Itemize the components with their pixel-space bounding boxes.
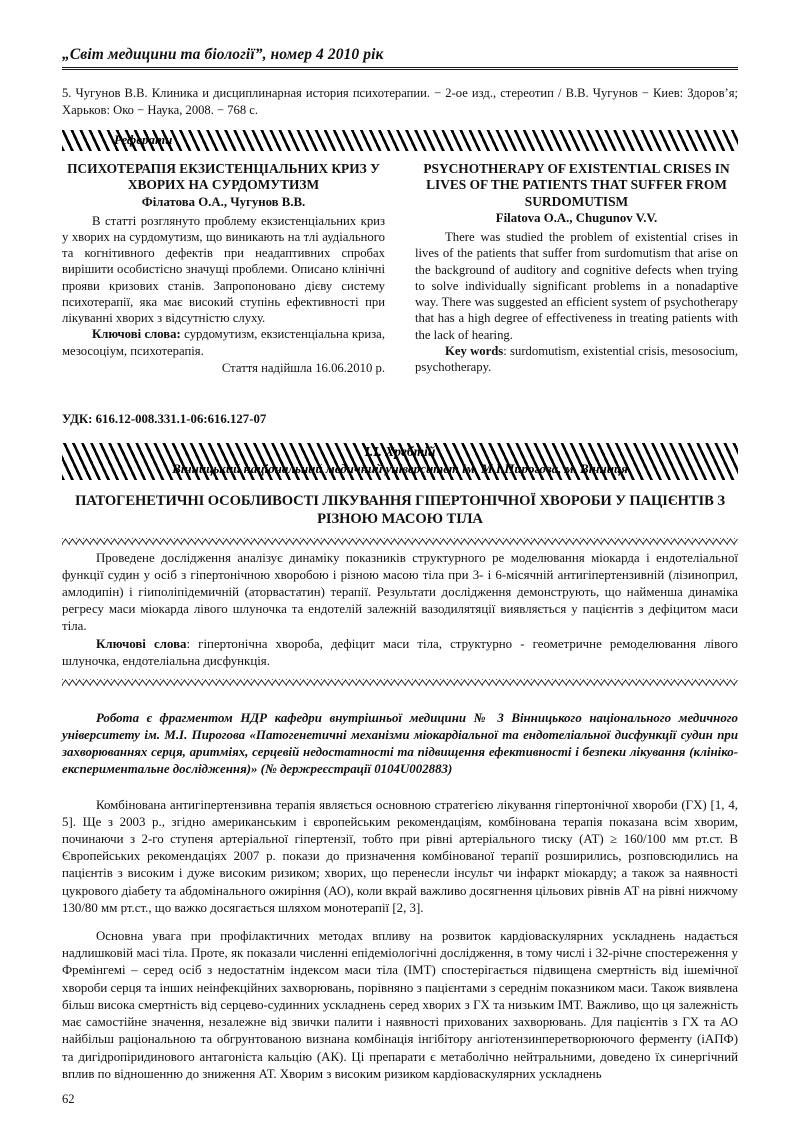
funding-note: Робота є фрагментом НДР кафедри внутрішньої медицини № 3 Вінницького національного медичного університету ім. М.І. Пирогова «Патогенетичні механізми міокардіальної та ендотеліальної дисфункції судин при захворюваннях серця, аритміях, серцевій недостатності та підвищення ефективності і безпеки лікування (клініко-експериментальне дослідження)» (№ держреєстрації 0104U002883) bbox=[62, 710, 738, 777]
article-two-abstract: Проведене дослідження аналізує динаміку показників структурного ре моделювання міокарда і ендотеліальної функції судин у осіб з гіпертонічною хворобою і різною масою тіла при 3- і 6-місячній антигіпертензивній (лізиноприл, амлодипін) і гіиполіпідемичній (аторвастатин) терапії. Результати дослідження демонструють, що найменша динаміка регресу маси міокарда лівого шлуночка та ендотелій залежній вазодилятяції виявляється у пацієнтів з дефіцитом маси тіла. bbox=[62, 550, 738, 634]
keywords-text-en: : surdomutism, existential crisis, mesosocium, psychotherapy. bbox=[415, 343, 738, 375]
article-one-abstracts bbox=[62, 161, 738, 376]
header-rule bbox=[62, 67, 738, 71]
body-paragraph: Комбінована антигіпертензивна терапія являється основною стратегією лікування гіпертонічної хвороби (ГХ) [1, 4, 5]. Ще з 2003 р., згідно американським і європейським рекомендаціям, комбінована терапія показана всім хворим, починаючи з 2-го ступеня артеріальної гіпертензії, тобто при рівні артеріального тиску (АТ) ≥ 160/100 мм рт.ст. В Європейських рекомендаціях 2007 р. покази до призначення комбінованої терапії розширились, розповсюдились на пацієнтів з високим і дуже високим ризиком; хворих, що перенесли інсульт чи інфаркт міокарду; а також за наявності цукрового діабету та абдомінального ожиріння (АО), коли вкрай важливо досягнення цільових рівнів АТ на рівні нижчому 130/80 мм рт.ст., що важко досягається шляхом монотерапії [2, 3]. bbox=[62, 797, 738, 915]
article-two-keywords-label: Ключові слова bbox=[96, 636, 187, 651]
article-two-keywords-text: : гіпертонічна хвороба, дефіцит маси тіла, структурно - геометричне ремоделювання лівого шлуночка, ендотеліальна дисфункція. bbox=[62, 636, 738, 668]
article-one-title-en: PSYCHOTHERAPY OF EXISTENTIAL CRISES IN LIVES OF THE PATIENTS THAT SUFFER FROM SURDOMUTISM bbox=[423, 161, 730, 209]
zigzag-separator-top bbox=[62, 538, 738, 545]
page-content bbox=[62, 0, 738, 1083]
keywords-label-uk: Ключові слова: bbox=[92, 327, 181, 342]
article-two-author-name: І.І. Хребтій bbox=[364, 444, 436, 460]
keywords-label-en: Key words bbox=[445, 343, 504, 358]
article-two-author-affiliation: Вінницький національний медичний університет ім. М.І.Пирогова, м. Вінниця bbox=[172, 461, 628, 477]
article-two-title: ПАТОГЕНЕТИЧНІ ОСОБЛИВОСТІ ЛІКУВАННЯ ГІПЕРТОНІЧНОЇ ХВОРОБИ У ПАЦІЄНТІВ З РІЗНОЮ МАСОЮ ТІЛА bbox=[75, 493, 725, 527]
abstract-column-uk bbox=[62, 161, 385, 376]
rubric-label: Реферати bbox=[114, 132, 173, 148]
rubric-band bbox=[62, 130, 738, 151]
zigzag-separator-bottom bbox=[62, 679, 738, 686]
article-one-keywords-en bbox=[415, 343, 738, 376]
abstract-column-en bbox=[415, 161, 738, 376]
running-head: „Світ медицини та біології”, номер 4 2010 рік bbox=[62, 46, 384, 63]
udc-code: УДК: 616.12-008.331.1-06:616.127-07 bbox=[62, 412, 267, 427]
article-one-received-date: Стаття надійшла 16.06.2010 р. bbox=[221, 360, 385, 375]
keywords-text-uk: сурдомутизм, екзистенціальна криза, мезосоціум, психотерапія. bbox=[62, 327, 385, 358]
article-one-authors-uk: Філатова О.А., Чугунов В.В. bbox=[141, 194, 306, 209]
article-one-abstract-en: There was studied the problem of existential crises in lives of the patients that suffer from surdomutism that arise on the background of auditory and cognitive defects when trying to solve individually significant problems in a nonadaptive way. There was suggested an efficient system of psychotherapy that has a high degree of effectiveness in treating patients with the lack of hearing. bbox=[415, 230, 738, 342]
zigzag-top-icon bbox=[62, 538, 738, 545]
reference-entry: 5. Чугунов В.В. Клиника и дисциплинарная история психотерапии. − 2-ое изд., стереотип / В.В. Чугунов − Киев: Здоров’я; Харьков: Око − Наука, 2008. − 768 с. bbox=[62, 86, 738, 117]
article-one-authors-en: Filatova O.A., Chugunov V.V. bbox=[495, 211, 658, 226]
article-one-abstract-uk: В статті розглянуто проблему екзистенціальних криз у хворих на сурдомутизм, що виникають на тлі аудіального та когнітивного дефектів при неадаптивних спробах вирішити особистісно значущі проблеми. Описано клінічні прояви кризових станів. Запропоновано дієву систему психотерапії, яка має високий ступінь ефективності при лікуванні хворих з відсутністю слуху. bbox=[62, 213, 385, 326]
body-paragraph: Основна увага при профілактичних методах впливу на розвиток кардіоваскулярних ускладнень надається надлишковій масі тіла. Проте, як показали численні епідеміологічні дослідження, в тому числі і 32-річне спостереження у Фремінгемі – серед осіб з недостатнім індексом маси тіла (ІМТ) спостерігається підвищена смертність від ішемічної хвороби серця та інших неінфекційних захворювань, порівняно з пацієнтами з середнім показником маси. Також виявлена більш висока смертність від серцево-судинних ускладнень серед хворих з ГХ та низьким ІМТ. Важливо, що ця залежність має самостійне значення, незалежне від звички палити і наявності прихованих захворювань. Для пацієнтів з ГХ та АО найбільш раціональною та обгрунтованою визнана комбінація інгібітору ангіотензинперетворюючого ферменту (іАПФ) та дигідропіридинового антагоніста кальцію (АК). Ці препарати є метаболічно нейтральними, доведено їх синергічний вплив по відношенню до зниження АТ. Хворим з високим ризиком кардіоваскулярних ускладнень bbox=[62, 929, 738, 1081]
article-two-keywords bbox=[62, 636, 738, 670]
article-one-keywords-uk bbox=[62, 326, 385, 359]
author-band bbox=[62, 443, 738, 480]
zigzag-bottom-icon bbox=[62, 679, 738, 686]
page-number: 62 bbox=[62, 1092, 75, 1106]
article-one-title-uk: ПСИХОТЕРАПІЯ ЕКЗИСТЕНЦІАЛЬНИХ КРИЗ У ХВОРИХ НА СУРДОМУТИЗМ bbox=[67, 161, 380, 193]
